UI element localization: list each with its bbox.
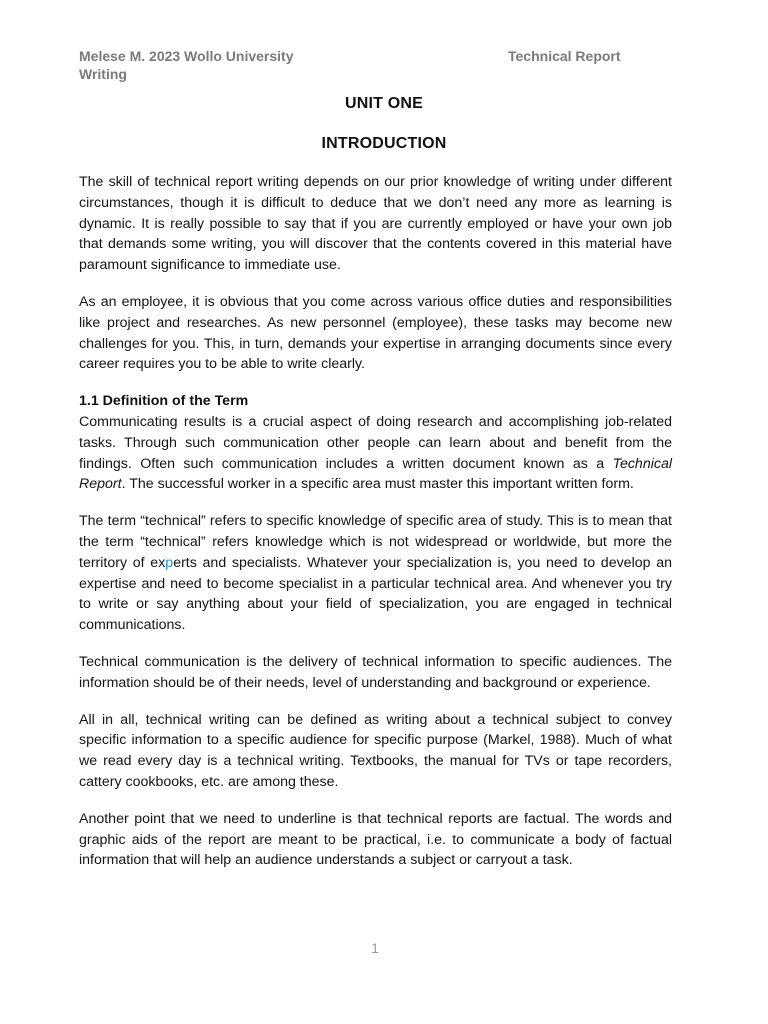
paragraph-5: Technical communication is the delivery of technical information to specific audiences. The information should be of their needs, level of understanding and background or experience. <box>79 653 672 691</box>
paragraph-3-text-a: Communicating results is a crucial aspect of doing research and accomplishing job-related tasks. Through such communication other people can learn about and benefit from the findings. Often such communication includes a written document known as a <box>79 413 672 472</box>
page-number: 1 <box>371 940 379 956</box>
paragraph-7: Another point that we need to underline is that technical reports are factual. The words and graphic aids of the report are meant to be practical, i.e. to communicate a body of factual information that will help an audience understands a subject or carryout a task. <box>79 810 672 869</box>
header-author: Melese M. 2023 Wollo University Writing <box>79 48 294 82</box>
unit-heading: UNIT ONE <box>344 95 424 112</box>
header-title: Technical Report <box>508 48 621 64</box>
paragraph-2: As an employee, it is obvious that you come across various office duties and responsibilities like project and researches. As new personnel (employee), these tasks may become new challenges for you. This, in turn, demands your expertise in arranging documents since every career requires you to be able to write clearly. <box>79 293 672 373</box>
paragraph-3-text-b: . The successful worker in a specific area must master this important written form. <box>121 476 634 493</box>
paragraph-4-text-a: The term “technical” refers to specific knowledge of specific area of study. This is to mean that the term “technical” refers knowledge which is not widespread or worldwide, but more the territory of ex <box>79 513 672 571</box>
paragraph-3 <box>79 412 672 495</box>
paragraph-6: All in all, technical writing can be defined as writing about a technical subject to convey specific information to a specific audience for specific purpose (Markel, 1988). Much of what we read every day is a technical writing. Textbooks, the manual for TVs or tape recorders, cattery cookbooks, etc. are among these. <box>79 711 672 790</box>
paragraph-4 <box>79 511 672 636</box>
section-heading: 1.1 Definition of the Term <box>79 393 249 410</box>
document-body <box>79 172 672 887</box>
paragraph-4-text-b: erts and specialists. Whatever your specialization is, you need to develop an expertise and need to become specialist in a particular technical area. And whenever you try to write or say anything about your field of specialization, you are engaged in technical communications. <box>79 554 672 634</box>
chapter-heading: INTRODUCTION <box>321 135 447 152</box>
technical-report-term: Technical Report <box>79 455 672 493</box>
paragraph-1: The skill of technical report writing depends on our prior knowledge of writing under different circumstances, though it is difficult to deduce that we don’t need any more as learning is dynamic. It is really possible to say that if you are currently employed or have your own job that demands some writing, you will discover that the contents covered in this material have paramount significance to immediate use. <box>79 174 672 274</box>
highlighted-letter: p <box>165 554 174 571</box>
